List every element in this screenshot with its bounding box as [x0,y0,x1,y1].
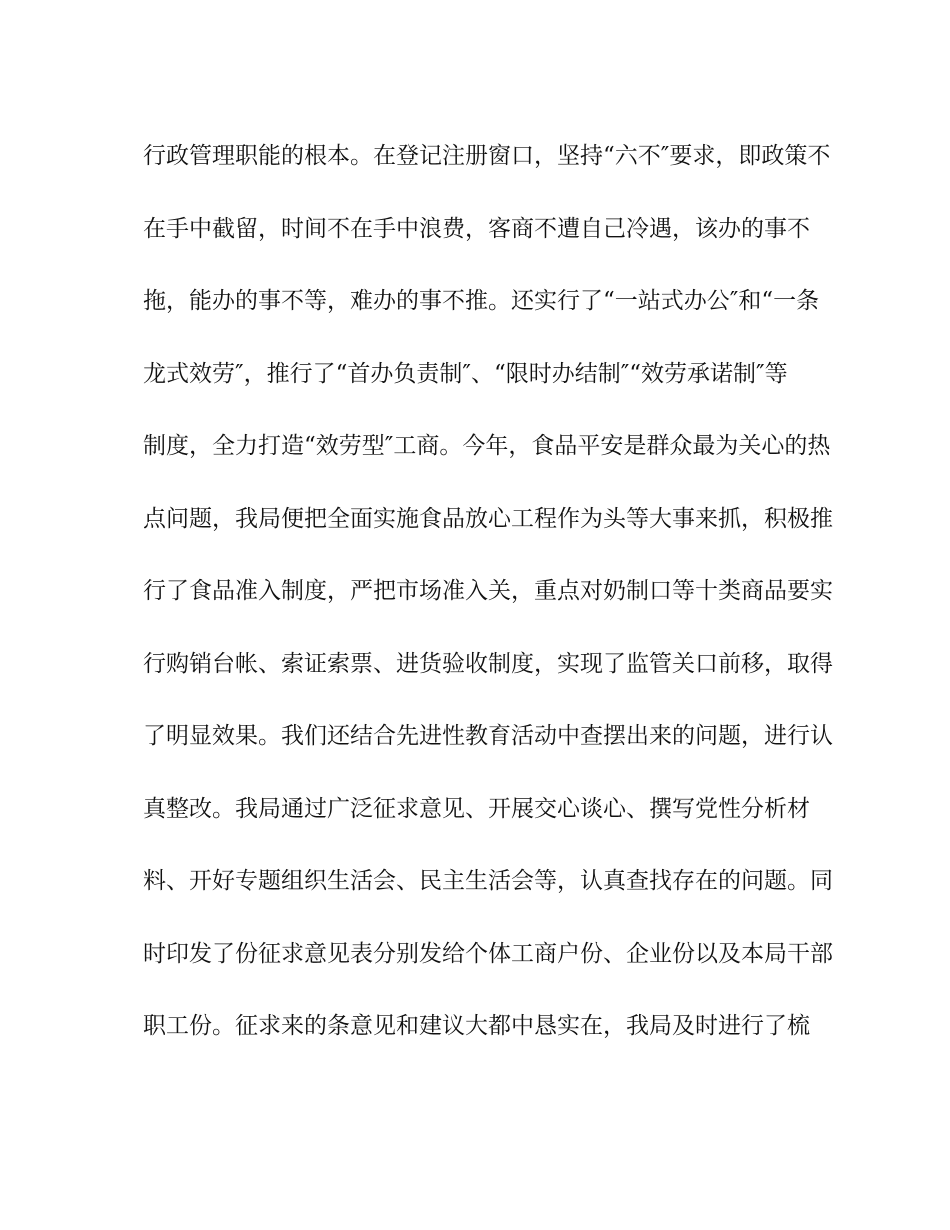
text-line: 在手中截留，时间不在手中浪费，客商不遭自己冷遇，该办的事不 [143,215,810,242]
text-line: 真整改。我局通过广泛征求意见、开展交心谈心、撰写党性分析材 [143,795,810,822]
text-line: 行了食品准入制度，严把市场准入关，重点对奶制口等十类商品要实 [143,578,833,604]
text-line: 行政管理职能的根本。在登记注册窗口，坚持“六不″要求，即政策不 [143,143,831,169]
text-line: 料、开好专题组织生活会、民主生活会等，认真查找存在的问题。同 [143,868,833,894]
text-line: 拖，能办的事不等，难办的事不推。还实行了“一站式办公″和“一条 [143,288,820,314]
text-line: 了明显效果。我们还结合先进性教育活动中查摆出来的问题，进行认 [143,723,833,749]
text-line: 行购销台帐、索证索票、进货验收制度，实现了监管关口前移，取得 [143,650,833,677]
text-line: 制度，全力打造“效劳型″工商。今年，食品平安是群众最为关心的热 [143,433,831,459]
text-line: 点问题，我局便把全面实施食品放心工程作为头等大事来抓，积极推 [143,505,833,532]
text-line: 时印发了份征求意见表分别发给个体工商户份、企业份以及本局干部 [143,940,833,967]
text-line: 龙式效劳″，推行了“首办负责制″、“限时办结制″“效劳承诺制″等 [143,360,788,387]
body-text [143,136,833,1079]
text-line: 职工份。征求来的条意见和建议大都中恳实在，我局及时进行了梳 [143,1013,810,1039]
